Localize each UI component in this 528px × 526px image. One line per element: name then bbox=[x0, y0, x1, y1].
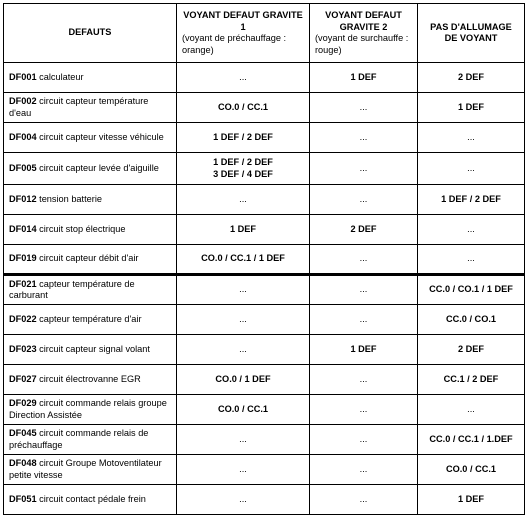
table-row bbox=[4, 485, 525, 515]
table-row bbox=[4, 123, 525, 153]
table-row bbox=[4, 305, 525, 335]
pas-allumage-cell: CO.0 / CC.1 bbox=[418, 455, 525, 485]
gravite-2-cell: ... bbox=[310, 153, 418, 185]
header-row bbox=[4, 4, 525, 63]
pas-allumage-cell: ... bbox=[418, 395, 525, 425]
defaut-cell: DF029 circuit commande relais groupe Direction Assistée bbox=[4, 395, 177, 425]
defaut-cell: DF005 circuit capteur levée d'aiguille bbox=[4, 153, 177, 185]
gravite-2-cell: ... bbox=[310, 365, 418, 395]
defaut-cell: DF001 calculateur bbox=[4, 63, 177, 93]
defaut-cell: DF051 circuit contact pédale frein bbox=[4, 485, 177, 515]
defaut-cell: DF022 capteur température d'air bbox=[4, 305, 177, 335]
table-row bbox=[4, 455, 525, 485]
gravite-2-cell: 2 DEF bbox=[310, 215, 418, 245]
table-row bbox=[4, 185, 525, 215]
gravite-2-cell: ... bbox=[310, 185, 418, 215]
table-row bbox=[4, 93, 525, 123]
defaut-cell: DF014 circuit stop électrique bbox=[4, 215, 177, 245]
gravite-1-cell: CO.0 / CC.1 / 1 DEF bbox=[177, 245, 310, 275]
defaut-cell: DF023 circuit capteur signal volant bbox=[4, 335, 177, 365]
pas-allumage-cell: ... bbox=[418, 153, 525, 185]
pas-allumage-cell: CC.0 / CC.1 / 1.DEF bbox=[418, 425, 525, 455]
gravite-1-cell: ... bbox=[177, 335, 310, 365]
pas-allumage-cell: CC.0 / CO.1 / 1 DEF bbox=[418, 275, 525, 305]
gravite-1-cell: ... bbox=[177, 275, 310, 305]
gravite-1-cell: CO.0 / 1 DEF bbox=[177, 365, 310, 395]
gravite-1-cell: ... bbox=[177, 485, 310, 515]
pas-allumage-cell: 2 DEF bbox=[418, 335, 525, 365]
gravite-1-cell: ... bbox=[177, 425, 310, 455]
gravite-2-cell: ... bbox=[310, 93, 418, 123]
defaut-cell: DF019 circuit capteur débit d'air bbox=[4, 245, 177, 275]
gravite-1-cell: ... bbox=[177, 305, 310, 335]
defaut-cell: DF021 capteur température de carburant bbox=[4, 275, 177, 305]
pas-allumage-cell: 1 DEF / 2 DEF bbox=[418, 185, 525, 215]
defaut-cell: DF027 circuit électrovanne EGR bbox=[4, 365, 177, 395]
gravite-1-cell: ... bbox=[177, 185, 310, 215]
gravite-1-cell: ... bbox=[177, 63, 310, 93]
pas-allumage-cell: 1 DEF bbox=[418, 93, 525, 123]
table-row bbox=[4, 153, 525, 185]
pas-allumage-cell: CC.1 / 2 DEF bbox=[418, 365, 525, 395]
gravite-2-cell: 1 DEF bbox=[310, 63, 418, 93]
header-gravite-2: VOYANT DEFAUT GRAVITE 2 (voyant de surchauffe : rouge) bbox=[310, 4, 418, 63]
table-row bbox=[4, 245, 525, 275]
gravite-1-cell: 1 DEF / 2 DEF bbox=[177, 123, 310, 153]
table-row bbox=[4, 215, 525, 245]
pas-allumage-cell: ... bbox=[418, 245, 525, 275]
table-row bbox=[4, 365, 525, 395]
pas-allumage-cell: ... bbox=[418, 123, 525, 153]
table-row bbox=[4, 425, 525, 455]
table-row bbox=[4, 63, 525, 93]
gravite-1-cell: ... bbox=[177, 455, 310, 485]
pas-allumage-cell: CC.0 / CO.1 bbox=[418, 305, 525, 335]
table-row bbox=[4, 335, 525, 365]
defaut-cell: DF002 circuit capteur température d'eau bbox=[4, 93, 177, 123]
defaut-cell: DF045 circuit commande relais de préchauffage bbox=[4, 425, 177, 455]
header-pas-allumage: PAS D'ALLUMAGE DE VOYANT bbox=[418, 4, 525, 63]
gravite-1-cell: CO.0 / CC.1 bbox=[177, 395, 310, 425]
gravite-2-cell: ... bbox=[310, 245, 418, 275]
gravite-2-cell: ... bbox=[310, 123, 418, 153]
gravite-2-cell: ... bbox=[310, 485, 418, 515]
pas-allumage-cell: ... bbox=[418, 215, 525, 245]
gravite-2-cell: ... bbox=[310, 395, 418, 425]
table-row bbox=[4, 275, 525, 305]
header-defauts: DEFAUTS bbox=[4, 4, 177, 63]
gravite-1-cell: CO.0 / CC.1 bbox=[177, 93, 310, 123]
pas-allumage-cell: 2 DEF bbox=[418, 63, 525, 93]
gravite-2-cell: ... bbox=[310, 455, 418, 485]
table-row bbox=[4, 395, 525, 425]
defaut-cell: DF012 tension batterie bbox=[4, 185, 177, 215]
defaut-cell: DF004 circuit capteur vitesse véhicule bbox=[4, 123, 177, 153]
defaut-cell: DF048 circuit Groupe Motoventilateur petite vitesse bbox=[4, 455, 177, 485]
defauts-table bbox=[3, 3, 525, 515]
gravite-2-cell: ... bbox=[310, 275, 418, 305]
gravite-1-cell: 1 DEF / 2 DEF 3 DEF / 4 DEF bbox=[177, 153, 310, 185]
gravite-2-cell: ... bbox=[310, 425, 418, 455]
pas-allumage-cell: 1 DEF bbox=[418, 485, 525, 515]
gravite-2-cell: ... bbox=[310, 305, 418, 335]
gravite-2-cell: 1 DEF bbox=[310, 335, 418, 365]
header-gravite-1: VOYANT DEFAUT GRAVITE 1 (voyant de préchauffage : orange) bbox=[177, 4, 310, 63]
gravite-1-cell: 1 DEF bbox=[177, 215, 310, 245]
